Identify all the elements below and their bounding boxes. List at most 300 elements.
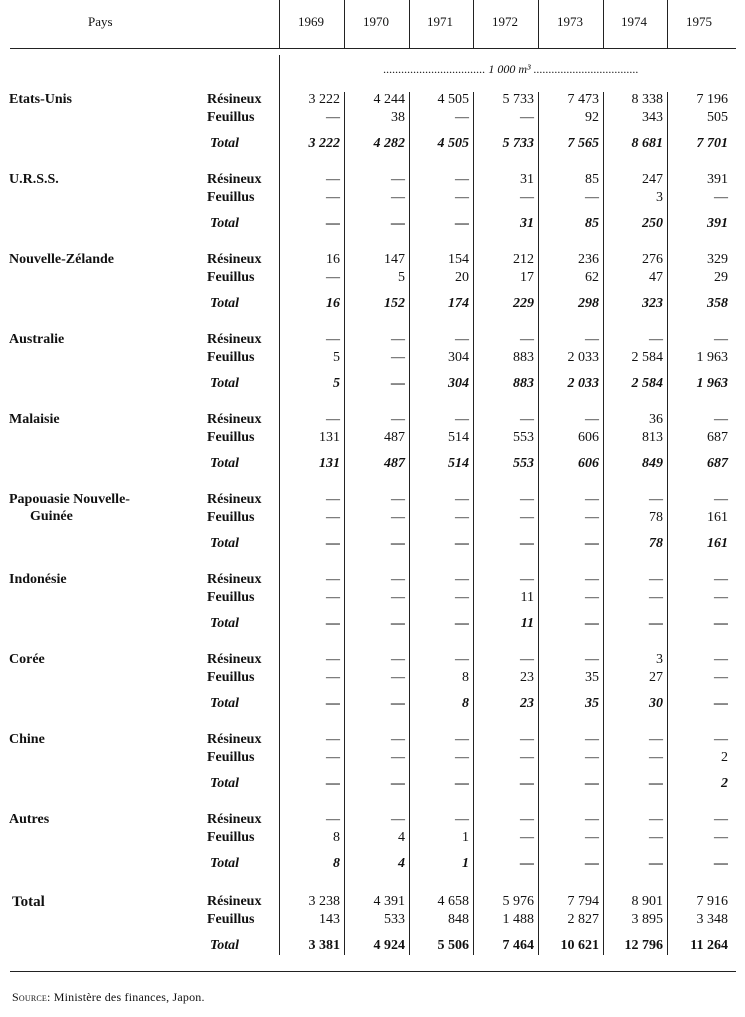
cell-total: 250: [642, 216, 663, 231]
cell-feuillus: 47: [649, 270, 663, 285]
column-divider: [279, 55, 280, 955]
cell-total: 35: [585, 696, 599, 711]
column-divider: [344, 0, 345, 48]
year-header-1974: 1974: [621, 14, 647, 29]
cell-resineux: 7 196: [696, 92, 728, 107]
cell-resineux: —: [714, 492, 728, 507]
cell-resineux: —: [326, 812, 340, 827]
cell-feuillus: 2: [721, 750, 728, 765]
cell-total: 8: [333, 856, 340, 871]
cell-total: —: [455, 616, 469, 631]
row-label-feuillus: Feuillus: [207, 430, 255, 445]
source-text: : Ministère des finances, Japon.: [47, 990, 205, 1004]
cell-resineux: —: [649, 492, 663, 507]
cell-total: 16: [326, 296, 340, 311]
cell-total: —: [391, 376, 405, 391]
cell-total: —: [455, 776, 469, 791]
cell-total: —: [649, 616, 663, 631]
cell-feuillus: —: [585, 830, 599, 845]
unit-row: [286, 62, 736, 77]
cell-total: 4 282: [373, 136, 405, 151]
cell-feuillus: 687: [707, 430, 728, 445]
cell-resineux: 36: [649, 412, 663, 427]
row-label-resineux: Résineux: [207, 812, 262, 827]
cell-resineux: 329: [707, 252, 728, 267]
cell-total: 2 584: [631, 376, 663, 391]
cell-feuillus: —: [520, 510, 534, 525]
cell-feuillus: 1: [462, 830, 469, 845]
cell-resineux: 147: [384, 252, 405, 267]
cell-resineux: 276: [642, 252, 663, 267]
cell-resineux: —: [455, 812, 469, 827]
cell-feuillus: —: [455, 750, 469, 765]
row-label-feuillus: Feuillus: [207, 830, 255, 845]
cell-resineux: —: [520, 332, 534, 347]
cell-total: 131: [319, 456, 340, 471]
cell-feuillus: 62: [585, 270, 599, 285]
cell-resineux: 5 976: [502, 894, 534, 909]
row-label-feuillus: Feuillus: [207, 912, 255, 927]
row-label-total: Total: [210, 696, 240, 711]
cell-total: 229: [513, 296, 534, 311]
cell-resineux: —: [520, 732, 534, 747]
cell-total: 10 621: [560, 938, 599, 953]
cell-resineux: 3: [656, 652, 663, 667]
cell-total: 11 264: [690, 938, 728, 953]
cell-total: 5 506: [437, 938, 469, 953]
cell-total: —: [455, 536, 469, 551]
column-divider: [667, 92, 668, 955]
cell-total: 687: [707, 456, 728, 471]
cell-resineux: 4 244: [373, 92, 405, 107]
cell-total: 11: [520, 616, 534, 631]
header-rule: [10, 48, 736, 49]
cell-resineux: —: [585, 412, 599, 427]
cell-feuillus: 35: [585, 670, 599, 685]
cell-total: 487: [384, 456, 405, 471]
cell-resineux: 212: [513, 252, 534, 267]
country-name: Total: [12, 894, 45, 910]
cell-resineux: —: [520, 412, 534, 427]
row-label-resineux: Résineux: [207, 252, 262, 267]
cell-resineux: —: [714, 732, 728, 747]
column-divider: [538, 92, 539, 955]
row-label-feuillus: Feuillus: [207, 590, 255, 605]
cell-total: 8 681: [631, 136, 663, 151]
cell-total: 7 565: [567, 136, 599, 151]
cell-total: —: [585, 616, 599, 631]
cell-feuillus: —: [326, 750, 340, 765]
cell-resineux: —: [391, 652, 405, 667]
cell-resineux: —: [391, 412, 405, 427]
cell-feuillus: 8: [462, 670, 469, 685]
cell-total: —: [649, 776, 663, 791]
cell-feuillus: 514: [448, 430, 469, 445]
cell-resineux: —: [585, 652, 599, 667]
cell-total: 7 464: [502, 938, 534, 953]
cell-feuillus: —: [520, 830, 534, 845]
cell-feuillus: —: [455, 110, 469, 125]
cell-resineux: —: [714, 332, 728, 347]
cell-feuillus: 23: [520, 670, 534, 685]
cell-resineux: —: [455, 412, 469, 427]
cell-total: 358: [707, 296, 728, 311]
cell-feuillus: —: [326, 270, 340, 285]
row-label-total: Total: [210, 856, 240, 871]
cell-feuillus: —: [455, 190, 469, 205]
cell-resineux: —: [391, 572, 405, 587]
cell-total: 4 505: [437, 136, 469, 151]
row-label-resineux: Résineux: [207, 92, 262, 107]
cell-feuillus: 3 895: [631, 912, 663, 927]
cell-feuillus: 2 827: [567, 912, 599, 927]
row-label-feuillus: Feuillus: [207, 750, 255, 765]
cell-total: 2: [721, 776, 728, 791]
row-label-resineux: Résineux: [207, 332, 262, 347]
cell-resineux: —: [585, 572, 599, 587]
cell-resineux: —: [455, 492, 469, 507]
cell-total: —: [585, 536, 599, 551]
year-header-1971: 1971: [427, 14, 453, 29]
cell-total: 606: [578, 456, 599, 471]
cell-feuillus: —: [391, 750, 405, 765]
column-divider: [538, 0, 539, 48]
cell-resineux: 5 733: [502, 92, 534, 107]
cell-resineux: —: [391, 172, 405, 187]
cell-feuillus: 8: [333, 830, 340, 845]
row-label-feuillus: Feuillus: [207, 270, 255, 285]
cell-feuillus: 5: [398, 270, 405, 285]
cell-feuillus: 487: [384, 430, 405, 445]
cell-resineux: —: [520, 812, 534, 827]
cell-feuillus: —: [455, 590, 469, 605]
cell-resineux: 7 794: [567, 894, 599, 909]
cell-total: 23: [520, 696, 534, 711]
cell-total: —: [714, 616, 728, 631]
cell-resineux: 7 916: [696, 894, 728, 909]
row-label-resineux: Résineux: [207, 894, 262, 909]
cell-feuillus: —: [326, 590, 340, 605]
cell-feuillus: —: [520, 110, 534, 125]
cell-feuillus: —: [326, 190, 340, 205]
cell-total: 152: [384, 296, 405, 311]
cell-feuillus: 5: [333, 350, 340, 365]
cell-feuillus: 143: [319, 912, 340, 927]
cell-feuillus: 304: [448, 350, 469, 365]
row-label-total: Total: [210, 536, 240, 551]
cell-resineux: —: [714, 812, 728, 827]
cell-resineux: —: [391, 332, 405, 347]
cell-total: 174: [448, 296, 469, 311]
cell-total: 161: [707, 536, 728, 551]
row-label-feuillus: Feuillus: [207, 510, 255, 525]
cell-total: —: [326, 776, 340, 791]
cell-total: 323: [642, 296, 663, 311]
cell-feuillus: 505: [707, 110, 728, 125]
row-label-total: Total: [210, 616, 240, 631]
cell-total: —: [391, 616, 405, 631]
cell-feuillus: 27: [649, 670, 663, 685]
cell-feuillus: 20: [455, 270, 469, 285]
cell-feuillus: —: [585, 510, 599, 525]
cell-total: 849: [642, 456, 663, 471]
cell-total: 1 963: [696, 376, 728, 391]
row-label-resineux: Résineux: [207, 732, 262, 747]
cell-resineux: 8 338: [631, 92, 663, 107]
country-name: Australie: [9, 332, 65, 347]
cell-total: —: [520, 856, 534, 871]
cell-total: 78: [649, 536, 663, 551]
row-label-total: Total: [210, 216, 240, 231]
column-divider: [603, 0, 604, 48]
cell-resineux: 4 391: [373, 894, 405, 909]
cell-resineux: —: [714, 412, 728, 427]
row-label-resineux: Résineux: [207, 492, 262, 507]
cell-resineux: 85: [585, 172, 599, 187]
cell-feuillus: —: [391, 350, 405, 365]
cell-resineux: —: [585, 492, 599, 507]
cell-resineux: —: [649, 812, 663, 827]
cell-resineux: 247: [642, 172, 663, 187]
row-label-total: Total: [210, 776, 240, 791]
cell-total: —: [391, 536, 405, 551]
unit-dots-right: ...................................: [533, 62, 639, 76]
cell-feuillus: 533: [384, 912, 405, 927]
row-label-feuillus: Feuillus: [207, 670, 255, 685]
cell-feuillus: 78: [649, 510, 663, 525]
row-label-feuillus: Feuillus: [207, 190, 255, 205]
cell-total: 5 733: [502, 136, 534, 151]
row-label-total: Total: [210, 456, 240, 471]
cell-total: —: [391, 696, 405, 711]
cell-total: —: [714, 696, 728, 711]
cell-feuillus: 606: [578, 430, 599, 445]
cell-resineux: 4 658: [437, 894, 469, 909]
cell-feuillus: 1 963: [696, 350, 728, 365]
cell-resineux: 391: [707, 172, 728, 187]
cell-total: —: [326, 536, 340, 551]
cell-resineux: —: [455, 172, 469, 187]
country-name: Autres: [9, 812, 50, 827]
cell-feuillus: 343: [642, 110, 663, 125]
cell-resineux: —: [520, 572, 534, 587]
cell-total: 2 033: [567, 376, 599, 391]
footer-rule: [10, 971, 736, 972]
cell-total: 31: [520, 216, 534, 231]
cell-feuillus: —: [714, 590, 728, 605]
cell-resineux: —: [585, 732, 599, 747]
country-name: Indonésie: [9, 572, 67, 587]
row-label-total: Total: [210, 938, 240, 953]
cell-resineux: 3 222: [308, 92, 340, 107]
cell-resineux: —: [649, 572, 663, 587]
cell-feuillus: —: [520, 190, 534, 205]
row-label-resineux: Résineux: [207, 172, 262, 187]
cell-feuillus: 38: [391, 110, 405, 125]
cell-total: 3 381: [308, 938, 340, 953]
cell-total: 4 924: [373, 938, 405, 953]
cell-total: —: [520, 776, 534, 791]
cell-resineux: —: [455, 732, 469, 747]
cell-feuillus: —: [391, 590, 405, 605]
cell-total: 5: [333, 376, 340, 391]
country-name: Etats-Unis: [9, 92, 73, 107]
cell-resineux: —: [326, 492, 340, 507]
cell-feuillus: 4: [398, 830, 405, 845]
cell-total: 391: [707, 216, 728, 231]
cell-total: —: [326, 616, 340, 631]
cell-total: 85: [585, 216, 599, 231]
cell-feuillus: —: [649, 830, 663, 845]
cell-total: —: [649, 856, 663, 871]
cell-resineux: 3 238: [308, 894, 340, 909]
row-label-feuillus: Feuillus: [207, 350, 255, 365]
column-divider: [279, 0, 280, 48]
column-divider: [667, 0, 668, 48]
row-label-feuillus: Feuillus: [207, 110, 255, 125]
cell-resineux: —: [455, 572, 469, 587]
column-divider: [344, 92, 345, 955]
country-name: Guinée: [30, 509, 73, 524]
cell-total: —: [391, 776, 405, 791]
cell-feuillus: —: [455, 510, 469, 525]
cell-resineux: 4 505: [437, 92, 469, 107]
cell-total: 8: [462, 696, 469, 711]
cell-total: 514: [448, 456, 469, 471]
row-label-total: Total: [210, 136, 240, 151]
row-label-resineux: Résineux: [207, 652, 262, 667]
cell-resineux: —: [326, 172, 340, 187]
cell-resineux: —: [714, 572, 728, 587]
cell-feuillus: —: [326, 510, 340, 525]
column-divider: [409, 0, 410, 48]
country-name: Papouasie Nouvelle-: [9, 492, 130, 507]
cell-feuillus: 29: [714, 270, 728, 285]
cell-resineux: —: [649, 332, 663, 347]
cell-feuillus: 3 348: [696, 912, 728, 927]
country-name: Malaisie: [9, 412, 60, 427]
cell-total: 298: [578, 296, 599, 311]
cell-feuillus: —: [391, 190, 405, 205]
cell-total: —: [326, 696, 340, 711]
cell-feuillus: —: [714, 830, 728, 845]
column-divider: [409, 92, 410, 955]
cell-feuillus: —: [520, 750, 534, 765]
cell-feuillus: 883: [513, 350, 534, 365]
cell-total: —: [455, 216, 469, 231]
year-header-1975: 1975: [686, 14, 712, 29]
column-divider: [473, 92, 474, 955]
cell-resineux: —: [391, 812, 405, 827]
cell-resineux: 7 473: [567, 92, 599, 107]
row-label-total: Total: [210, 296, 240, 311]
cell-total: —: [520, 536, 534, 551]
year-header-1972: 1972: [492, 14, 518, 29]
year-header-1973: 1973: [557, 14, 583, 29]
cell-resineux: —: [326, 652, 340, 667]
cell-total: —: [326, 216, 340, 231]
cell-feuillus: 2 033: [567, 350, 599, 365]
cell-resineux: —: [326, 572, 340, 587]
cell-resineux: —: [326, 332, 340, 347]
cell-total: —: [714, 856, 728, 871]
cell-feuillus: —: [585, 190, 599, 205]
column-divider: [603, 92, 604, 955]
year-header-1969: 1969: [298, 14, 324, 29]
column-header-pays: Pays: [88, 14, 113, 29]
cell-resineux: —: [649, 732, 663, 747]
cell-feuillus: 3: [656, 190, 663, 205]
cell-feuillus: —: [714, 190, 728, 205]
cell-feuillus: —: [391, 510, 405, 525]
cell-feuillus: —: [649, 750, 663, 765]
row-label-resineux: Résineux: [207, 412, 262, 427]
country-name: Chine: [9, 732, 45, 747]
cell-feuillus: 848: [448, 912, 469, 927]
cell-feuillus: 17: [520, 270, 534, 285]
cell-feuillus: —: [326, 670, 340, 685]
cell-resineux: 16: [326, 252, 340, 267]
cell-feuillus: 2 584: [631, 350, 663, 365]
cell-feuillus: —: [649, 590, 663, 605]
cell-resineux: 31: [520, 172, 534, 187]
column-divider: [473, 0, 474, 48]
cell-resineux: —: [391, 732, 405, 747]
cell-feuillus: —: [585, 590, 599, 605]
source-label: Source: [12, 990, 47, 1004]
cell-feuillus: 131: [319, 430, 340, 445]
cell-resineux: —: [714, 652, 728, 667]
cell-total: 553: [513, 456, 534, 471]
unit-dots-left: ..................................: [383, 62, 486, 76]
cell-total: 1: [462, 856, 469, 871]
cell-feuillus: —: [585, 750, 599, 765]
cell-resineux: 8 901: [631, 894, 663, 909]
cell-resineux: —: [520, 652, 534, 667]
cell-feuillus: 161: [707, 510, 728, 525]
cell-resineux: —: [455, 652, 469, 667]
cell-feuillus: 11: [520, 590, 534, 605]
cell-total: 12 796: [624, 938, 663, 953]
cell-feuillus: —: [714, 670, 728, 685]
cell-resineux: —: [326, 412, 340, 427]
cell-resineux: 154: [448, 252, 469, 267]
row-label-resineux: Résineux: [207, 572, 262, 587]
cell-resineux: —: [391, 492, 405, 507]
cell-total: 7 701: [696, 136, 728, 151]
cell-resineux: —: [326, 732, 340, 747]
cell-feuillus: 813: [642, 430, 663, 445]
cell-total: 304: [448, 376, 469, 391]
cell-feuillus: 553: [513, 430, 534, 445]
source-note: [12, 990, 205, 1005]
cell-resineux: —: [520, 492, 534, 507]
cell-feuillus: 92: [585, 110, 599, 125]
cell-total: 4: [398, 856, 405, 871]
country-name: Corée: [9, 652, 45, 667]
cell-feuillus: —: [391, 670, 405, 685]
cell-total: 3 222: [308, 136, 340, 151]
cell-total: 30: [649, 696, 663, 711]
cell-total: —: [585, 856, 599, 871]
cell-feuillus: —: [326, 110, 340, 125]
country-name: Nouvelle-Zélande: [9, 252, 114, 267]
cell-resineux: 236: [578, 252, 599, 267]
row-label-total: Total: [210, 376, 240, 391]
cell-resineux: —: [455, 332, 469, 347]
year-header-1970: 1970: [363, 14, 389, 29]
unit-label: 1 000 m³: [488, 62, 531, 76]
